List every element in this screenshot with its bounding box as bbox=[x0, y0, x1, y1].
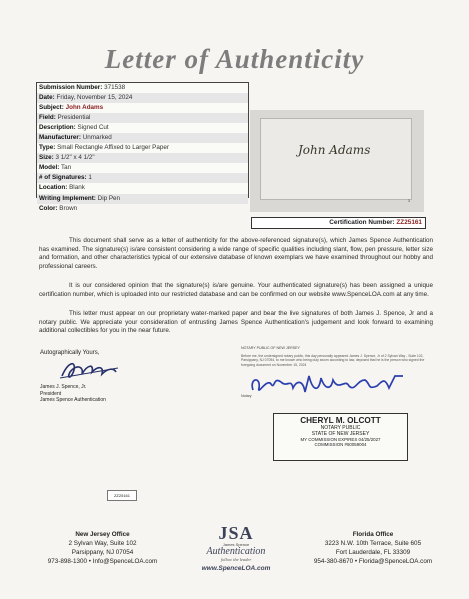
details-row bbox=[37, 143, 248, 153]
jsa-logo bbox=[191, 524, 281, 579]
paragraph-2: It is our considered opinion that the signature(s) is/are genuine. Your authenticated signature(s) has been assigned a unique certification number, which is uploaded into our restricted database and can be confirmed on our website www.SpenceLOA.com at any time. bbox=[39, 282, 433, 298]
details-label: Writing Implement: bbox=[39, 194, 96, 202]
details-row bbox=[37, 103, 248, 113]
details-value: 3 1/2" x 4 1/2" bbox=[55, 154, 95, 162]
details-value: Presidential bbox=[57, 114, 91, 122]
paragraph-3: This letter must appear on our proprietary water-marked paper and bear the live signatures of both James J. Spence, Jr and a notary public. We appreciate your consideration of entrusting James Spence Authentication's judgement and look forward to examining additional collectibles for you in the near future. bbox=[39, 310, 433, 335]
signer-name: James J. Spence, Jr. bbox=[40, 384, 87, 390]
signer-company: James Spence Authentication bbox=[40, 397, 106, 404]
fl-office-line-2: Fort Lauderdale, FL 33309 bbox=[335, 549, 411, 556]
nj-office-line-2: Parsippany, NJ 07054 bbox=[71, 549, 134, 556]
letter-title: Letter of Authenticity bbox=[104, 44, 365, 74]
stamp-line-4: COMMISSION #50059004 bbox=[314, 442, 367, 448]
certification-label: Certification Number: bbox=[329, 219, 395, 226]
stamp-name: CHERYL M. OLCOTT bbox=[300, 416, 381, 425]
logo-website: www.SpenceLOA.com bbox=[201, 565, 271, 572]
stamp-line-2: STATE OF NEW JERSEY bbox=[311, 431, 370, 437]
logo-mark: JSA bbox=[218, 523, 254, 543]
details-row bbox=[37, 93, 248, 103]
details-row bbox=[37, 204, 248, 214]
closing-line: Autographically Yours, bbox=[40, 350, 100, 356]
details-label: Subject: bbox=[39, 104, 64, 112]
details-row bbox=[37, 153, 248, 163]
details-row bbox=[37, 133, 248, 143]
details-row bbox=[37, 123, 248, 133]
notary-block bbox=[241, 346, 433, 398]
fl-office-title: Florida Office bbox=[352, 531, 394, 538]
details-value: Tan bbox=[60, 164, 72, 172]
details-row bbox=[37, 113, 248, 123]
photo-corner-mark: 3 bbox=[407, 198, 410, 203]
signer-block bbox=[40, 384, 106, 404]
notary-title: NOTARY PUBLIC OF NEW JERSEY bbox=[241, 346, 300, 350]
details-row bbox=[37, 194, 248, 204]
footer-fl-office bbox=[312, 530, 434, 566]
details-row bbox=[37, 183, 248, 193]
details-row bbox=[37, 173, 248, 183]
fl-office-line-3: 954-380-8670 • Florida@SpenceLOA.com bbox=[313, 558, 433, 565]
details-label: Submission Number: bbox=[39, 84, 103, 91]
details-label: Color: bbox=[39, 204, 58, 212]
details-label: Date: bbox=[39, 94, 55, 102]
signature-photo bbox=[250, 110, 424, 212]
details-label: Manufacturer: bbox=[39, 134, 81, 142]
paragraph-1: This document shall serve as a letter of authenticity for the above-referenced signature(s), which James Spence Authentication has examined. The signature(s) is/are consistent considering a wide range of specific qualities including slant, flow, pen pressure, letter size and formation, and other characteristics typical of our extensive database of known exemplars we have examined throughout our hobby and professional careers. bbox=[39, 237, 433, 270]
notary-signature bbox=[247, 370, 417, 400]
details-row bbox=[37, 163, 248, 173]
logo-word: Authentication bbox=[206, 546, 266, 557]
logo-sub: James Spence bbox=[222, 542, 250, 547]
details-value: 371538 bbox=[104, 84, 126, 91]
logo-tagline: follow the leader bbox=[220, 557, 252, 562]
fl-office-line-1: 3223 N.W. 10th Terrace, Suite 605 bbox=[324, 540, 422, 547]
certification-number: ZZ25161 bbox=[396, 219, 422, 226]
details-label: Location: bbox=[39, 184, 68, 192]
details-label: Description: bbox=[39, 124, 76, 132]
nj-office-line-3: 973-898-1300 • Info@SpenceLOA.com bbox=[47, 558, 158, 565]
details-value: John Adams bbox=[65, 104, 104, 112]
details-value: Friday, November 15, 2024 bbox=[56, 94, 133, 102]
signer-role: President bbox=[40, 390, 62, 397]
certification-box bbox=[251, 217, 426, 229]
spence-signature bbox=[58, 356, 120, 384]
details-label: Type: bbox=[39, 144, 56, 152]
details-label: Size: bbox=[39, 154, 54, 162]
details-table bbox=[36, 82, 249, 212]
details-label: Field: bbox=[39, 114, 56, 122]
nj-office-title: New Jersey Office bbox=[75, 531, 130, 538]
details-label: # of Signatures: bbox=[39, 174, 87, 182]
notary-statement: Before me, the undersigned notary public, this day personally appeared James J. Spence, Jr of 2 Sylvan Way - Suite 102, Parsippany, NJ 07054, to me known who being duly sworn according to law, deposed that he is the person who signed the foregoing document on November 15, 2024 bbox=[241, 354, 425, 367]
stamp-line-1: NOTARY PUBLIC bbox=[320, 425, 361, 431]
barcode-label: ZZ25161 bbox=[107, 490, 137, 501]
stamp-line-3: MY COMMISSION EXPIRES 04/25/2027 bbox=[300, 437, 381, 442]
details-label: Model: bbox=[39, 164, 60, 172]
notary-stamp bbox=[273, 413, 408, 461]
details-value: 1 bbox=[88, 174, 92, 182]
details-value: Unmarked bbox=[82, 134, 112, 142]
details-row bbox=[37, 83, 248, 93]
details-value: Blank bbox=[69, 184, 85, 192]
details-value: Dip Pen bbox=[97, 194, 121, 202]
photo-signature: John Adams bbox=[298, 143, 371, 157]
details-value: Signed Cut bbox=[77, 124, 109, 132]
footer-nj-office bbox=[45, 530, 160, 566]
signed-cut-paper bbox=[260, 118, 412, 200]
details-value: Brown bbox=[59, 204, 78, 212]
details-value: Small Rectangle Affixed to Larger Paper bbox=[57, 144, 169, 152]
notary-signed-label: Notary bbox=[241, 393, 252, 398]
nj-office-line-1: 2 Sylvan Way, Suite 102 bbox=[68, 540, 137, 547]
